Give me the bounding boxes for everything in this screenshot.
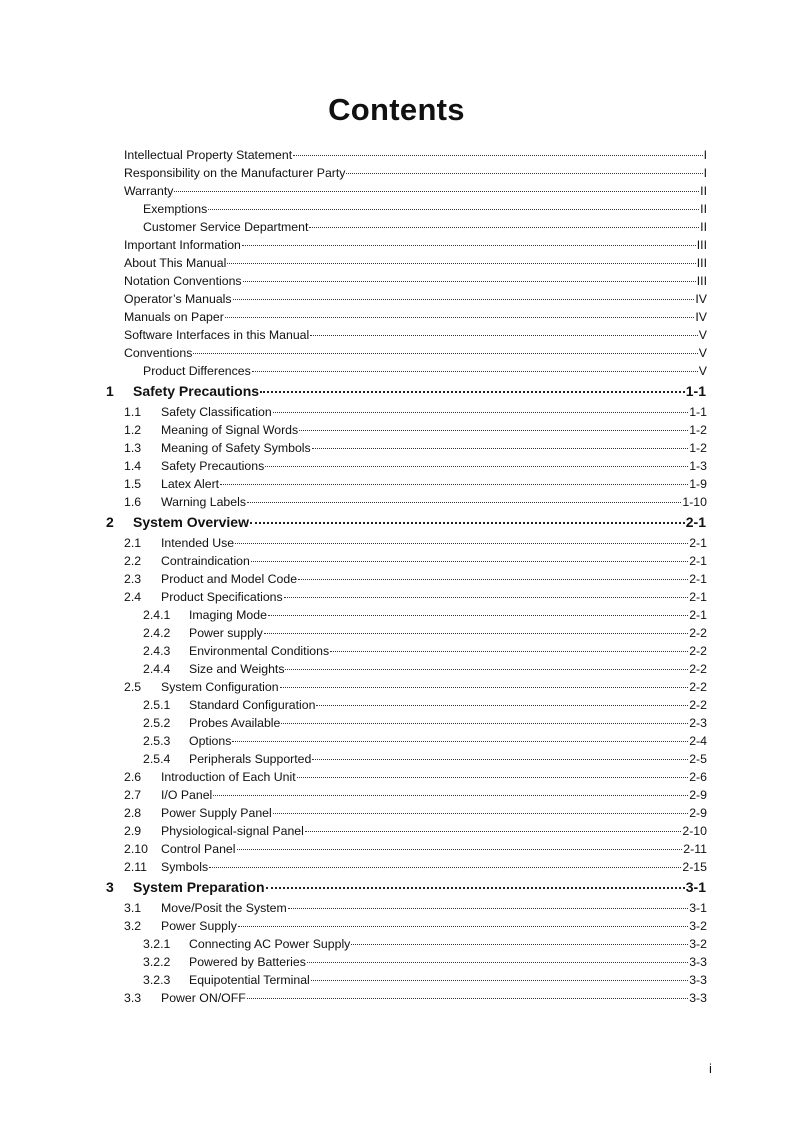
- toc-entry-label: I/O Panel: [161, 788, 213, 802]
- toc-entry-number: 2.4: [124, 590, 142, 604]
- toc-entry-label: Move/Posit the System: [161, 901, 287, 915]
- toc-entry-page: 1-1: [689, 405, 707, 419]
- toc-entry-page: 1-1: [685, 383, 706, 399]
- toc-entry-page: 2-1: [689, 572, 707, 586]
- toc-dot-leader: [265, 465, 688, 467]
- toc-entry[interactable]: [143, 607, 707, 623]
- toc-entry[interactable]: [143, 972, 707, 988]
- toc-entry-label: Connecting AC Power Supply: [189, 937, 351, 951]
- toc-dot-leader: [280, 686, 689, 688]
- toc-entry[interactable]: [143, 643, 707, 659]
- toc-entry-label: Product Specifications: [161, 590, 283, 604]
- toc-entry[interactable]: [124, 589, 707, 605]
- toc-entry-number: 2.4.2: [143, 626, 171, 640]
- toc-dot-leader: [293, 154, 702, 156]
- toc-entry[interactable]: [143, 219, 707, 235]
- toc-entry-page: 3-3: [689, 973, 707, 987]
- toc-entry-number: 3.1: [124, 901, 142, 915]
- toc-entry[interactable]: [143, 625, 707, 641]
- toc-entry-number: 2: [106, 514, 114, 530]
- toc-entry[interactable]: [124, 309, 707, 325]
- toc-entry[interactable]: [124, 494, 707, 510]
- toc-entry-page: 1-2: [689, 441, 707, 455]
- toc-dot-leader: [297, 776, 689, 778]
- toc-entry-label: Standard Configuration: [189, 698, 316, 712]
- toc-dot-leader: [243, 280, 696, 282]
- toc-entry-label: Operator’s Manuals: [124, 292, 232, 306]
- toc-entry-page: 2-2: [689, 698, 707, 712]
- toc-entry-label: Power Supply Panel: [161, 806, 272, 820]
- toc-dot-leader: [298, 578, 688, 580]
- toc-entry-number: 2.7: [124, 788, 142, 802]
- toc-entry-label: Control Panel: [161, 842, 236, 856]
- toc-dot-leader: [312, 758, 688, 760]
- toc-entry-page: III: [696, 274, 707, 288]
- toc-entry-number: 1.6: [124, 495, 142, 509]
- toc-entry-label: Imaging Mode: [189, 608, 267, 622]
- toc-dot-leader: [225, 316, 695, 318]
- toc-entry-page: 2-2: [689, 644, 707, 658]
- toc-entry-label: Intended Use: [161, 536, 235, 550]
- toc-entry-page: III: [696, 238, 707, 252]
- toc-dot-leader: [311, 979, 688, 981]
- toc-entry-page: 3-1: [689, 901, 707, 915]
- toc-dot-leader: [220, 483, 688, 485]
- toc-entry-label: Contraindication: [161, 554, 250, 568]
- toc-entry-page: 2-2: [689, 680, 707, 694]
- toc-entry-number: 2.5.3: [143, 734, 171, 748]
- toc-entry-page: 2-11: [683, 842, 707, 856]
- toc-entry-label: Product Differences: [143, 364, 251, 378]
- toc-entry[interactable]: [143, 363, 707, 379]
- toc-dot-leader: [242, 244, 696, 246]
- toc-entry-page: 2-1: [689, 536, 707, 550]
- toc-dot-leader: [309, 226, 699, 228]
- toc-entry[interactable]: [124, 237, 707, 253]
- toc-dot-leader: [251, 560, 688, 562]
- toc-entry-label: Meaning of Signal Words: [161, 423, 299, 437]
- toc-entry-label: Intellectual Property Statement: [124, 148, 293, 162]
- toc-entry-page: 2-9: [689, 806, 707, 820]
- toc-entry-label: Responsibility on the Manufacturer Party: [124, 166, 346, 180]
- toc-entry[interactable]: [124, 345, 707, 361]
- toc-entry-page: III: [696, 256, 707, 270]
- toc-entry-number: 3.2.1: [143, 937, 171, 951]
- toc-entry-label: Meaning of Safety Symbols: [161, 441, 311, 455]
- toc-entry-page: V: [698, 346, 707, 360]
- toc-entry[interactable]: [124, 859, 707, 875]
- toc-entry-label: System Overview: [133, 514, 249, 530]
- toc-entry-number: 2.11: [124, 860, 148, 874]
- toc-entry-number: 2.5.4: [143, 752, 171, 766]
- toc-entry-page: 3-3: [689, 991, 707, 1005]
- toc-entry[interactable]: [124, 327, 707, 343]
- toc-dot-leader: [284, 596, 689, 598]
- toc-dot-leader: [281, 722, 688, 724]
- toc-entry-page: 2-2: [689, 662, 707, 676]
- toc-entry[interactable]: [124, 679, 707, 695]
- toc-dot-leader: [346, 172, 702, 174]
- toc-entry[interactable]: [143, 661, 707, 677]
- toc-dot-leader: [299, 429, 688, 431]
- toc-entry[interactable]: [124, 291, 707, 307]
- toc-entry-page: 2-10: [682, 824, 707, 838]
- toc-entry[interactable]: [124, 422, 707, 438]
- toc-entry-label: Powered by Batteries: [189, 955, 306, 969]
- toc-dot-leader: [233, 298, 695, 300]
- toc-entry-page: 2-1: [685, 514, 706, 530]
- toc-entry[interactable]: [124, 900, 707, 916]
- toc-entry-page: 1-2: [689, 423, 707, 437]
- toc-entry-number: 2.5: [124, 680, 142, 694]
- page-title: Contents: [328, 92, 465, 127]
- toc-entry-page: 2-1: [689, 608, 707, 622]
- toc-entry-page: 2-6: [689, 770, 707, 784]
- toc-entry-label: Peripherals Supported: [189, 752, 312, 766]
- toc-entry[interactable]: [124, 823, 707, 839]
- toc-entry-page: 2-15: [682, 860, 707, 874]
- toc-dot-leader: [232, 740, 688, 742]
- toc-entry-number: 1.4: [124, 459, 142, 473]
- toc-entry-page: 3-1: [685, 879, 706, 895]
- toc-entry-page: V: [698, 328, 707, 342]
- toc-entry-number: 1.1: [124, 405, 142, 419]
- toc-entry-label: Size and Weights: [189, 662, 285, 676]
- toc-entry[interactable]: [143, 201, 707, 217]
- toc-entry-page: 2-1: [689, 554, 707, 568]
- toc-entry[interactable]: [124, 165, 707, 181]
- toc-entry[interactable]: [124, 535, 707, 551]
- toc-entry[interactable]: [143, 697, 707, 713]
- toc-dot-leader: [273, 812, 688, 814]
- toc-dot-leader: [174, 190, 699, 192]
- toc-chapter-entry[interactable]: [106, 878, 706, 896]
- toc-dot-leader: [264, 632, 688, 634]
- toc-entry-page: 3-2: [689, 937, 707, 951]
- toc-dot-leader: [247, 501, 681, 503]
- toc-entry[interactable]: [124, 273, 707, 289]
- toc-entry-label: Manuals on Paper: [124, 310, 224, 324]
- toc-dot-leader: [351, 943, 688, 945]
- toc-entry-label: About This Manual: [124, 256, 227, 270]
- toc-dot-leader: [213, 794, 688, 796]
- toc-entry-number: 2.10: [124, 842, 148, 856]
- toc-entry-page: V: [698, 364, 707, 378]
- toc-entry-number: 2.1: [124, 536, 142, 550]
- toc-dot-leader: [285, 668, 688, 670]
- toc-entry-page: 1-9: [689, 477, 707, 491]
- toc-entry-number: 1.3: [124, 441, 142, 455]
- toc-entry-label: Environmental Conditions: [189, 644, 330, 658]
- toc-entry-label: Equipotential Terminal: [189, 973, 310, 987]
- toc-dot-leader: [250, 521, 685, 524]
- toc-dot-leader: [288, 907, 688, 909]
- toc-entry-page: 2-3: [689, 716, 707, 730]
- toc-entry[interactable]: [124, 553, 707, 569]
- toc-entry-label: System Preparation: [133, 879, 265, 895]
- toc-entry-page: 2-9: [689, 788, 707, 802]
- toc-entry-number: 3.2.3: [143, 973, 171, 987]
- toc-entry[interactable]: [124, 147, 707, 163]
- toc-entry-label: Software Interfaces in this Manual: [124, 328, 310, 342]
- toc-entry-number: 2.3: [124, 572, 142, 586]
- toc-entry[interactable]: [124, 255, 707, 271]
- toc-entry-page: I: [703, 148, 707, 162]
- toc-entry-page: II: [700, 184, 707, 198]
- toc-entry-page: 1-3: [689, 459, 707, 473]
- toc-entry-label: System Configuration: [161, 680, 279, 694]
- toc-dot-leader: [268, 614, 688, 616]
- toc-dot-leader: [208, 208, 699, 210]
- toc-entry-number: 2.4.1: [143, 608, 171, 622]
- toc-entry-label: Notation Conventions: [124, 274, 242, 288]
- toc-entry-page: 2-1: [689, 590, 707, 604]
- toc-entry[interactable]: [143, 954, 707, 970]
- toc-entry[interactable]: [143, 751, 707, 767]
- toc-entry-number: 1.2: [124, 423, 142, 437]
- toc-entry-page: 2-4: [689, 734, 707, 748]
- toc-entry-label: Safety Precautions: [133, 383, 260, 399]
- toc-entry-label: Power ON/OFF: [161, 991, 246, 1005]
- toc-entry-label: Conventions: [124, 346, 193, 360]
- toc-entry-label: Safety Classification: [161, 405, 272, 419]
- toc-entry[interactable]: [143, 715, 707, 731]
- toc-entry[interactable]: [124, 571, 707, 587]
- toc-dot-leader: [310, 334, 698, 336]
- toc-entry-label: Introduction of Each Unit: [161, 770, 296, 784]
- toc-dot-leader: [305, 830, 682, 832]
- toc-entry-label: Product and Model Code: [161, 572, 298, 586]
- toc-dot-leader: [266, 886, 685, 889]
- toc-dot-leader: [238, 925, 688, 927]
- toc-entry-page: II: [700, 202, 707, 216]
- page-number: i: [709, 1061, 712, 1076]
- toc-dot-leader: [260, 390, 685, 393]
- toc-entry-number: 1: [106, 383, 114, 399]
- toc-dot-leader: [209, 866, 681, 868]
- toc-dot-leader: [193, 352, 697, 354]
- toc-dot-leader: [247, 997, 688, 999]
- toc-entry-label: Warranty: [124, 184, 174, 198]
- toc-entry-number: 3.2.2: [143, 955, 171, 969]
- toc-chapter-entry[interactable]: [106, 513, 706, 531]
- toc-entry[interactable]: [124, 990, 707, 1006]
- toc-dot-leader: [316, 704, 688, 706]
- toc-entry-label: Options: [189, 734, 232, 748]
- toc-entry-number: 2.8: [124, 806, 142, 820]
- toc-dot-leader: [227, 262, 695, 264]
- toc-entry-page: 1-10: [682, 495, 707, 509]
- toc-entry-number: 2.9: [124, 824, 142, 838]
- toc-entry[interactable]: [124, 476, 707, 492]
- toc-entry-number: 1.5: [124, 477, 142, 491]
- toc-dot-leader: [312, 447, 689, 449]
- toc-entry[interactable]: [124, 805, 707, 821]
- toc-entry[interactable]: [124, 404, 707, 420]
- toc-entry-label: Safety Precautions: [161, 459, 265, 473]
- toc-entry[interactable]: [124, 183, 707, 199]
- toc-entry-page: I: [703, 166, 707, 180]
- toc-entry-number: 2.6: [124, 770, 142, 784]
- toc-entry-page: II: [700, 220, 707, 234]
- toc-entry-page: IV: [695, 292, 707, 306]
- toc-dot-leader: [237, 848, 683, 850]
- toc-entry[interactable]: [124, 918, 707, 934]
- toc-entry-number: 3.3: [124, 991, 142, 1005]
- toc-entry-label: Important Information: [124, 238, 241, 252]
- toc-entry-label: Latex Alert: [161, 477, 220, 491]
- toc-entry[interactable]: [124, 440, 707, 456]
- toc-dot-leader: [330, 650, 688, 652]
- toc-chapter-entry[interactable]: [106, 382, 706, 400]
- toc-entry-number: 2.4.4: [143, 662, 171, 676]
- toc-entry-label: Exemptions: [143, 202, 208, 216]
- toc-entry-page: 3-2: [689, 919, 707, 933]
- toc-entry[interactable]: [124, 458, 707, 474]
- toc-entry[interactable]: [124, 787, 707, 803]
- toc-entry-label: Power Supply: [161, 919, 237, 933]
- toc-entry-number: 3: [106, 879, 114, 895]
- toc-entry-page: 2-5: [689, 752, 707, 766]
- toc-dot-leader: [273, 411, 688, 413]
- toc-entry-number: 2.5.2: [143, 716, 171, 730]
- toc-entry-label: Probes Available: [189, 716, 281, 730]
- toc-entry-page: IV: [695, 310, 707, 324]
- toc-dot-leader: [307, 961, 688, 963]
- toc-entry-label: Warning Labels: [161, 495, 246, 509]
- toc-dot-leader: [252, 370, 698, 372]
- toc-entry-page: 3-3: [689, 955, 707, 969]
- toc-entry-label: Power supply: [189, 626, 263, 640]
- toc-entry-number: 2.2: [124, 554, 142, 568]
- toc-entry[interactable]: [124, 841, 707, 857]
- toc-entry[interactable]: [124, 769, 707, 785]
- toc-entry[interactable]: [143, 733, 707, 749]
- toc-entry[interactable]: [143, 936, 707, 952]
- toc-dot-leader: [235, 542, 688, 544]
- toc-entry-number: 2.5.1: [143, 698, 171, 712]
- toc-entry-number: 3.2: [124, 919, 142, 933]
- toc-entry-page: 2-2: [689, 626, 707, 640]
- toc-entry-label: Customer Service Department: [143, 220, 309, 234]
- toc-entry-number: 2.4.3: [143, 644, 171, 658]
- toc-entry-label: Symbols: [161, 860, 209, 874]
- toc-entry-label: Physiological-signal Panel: [161, 824, 304, 838]
